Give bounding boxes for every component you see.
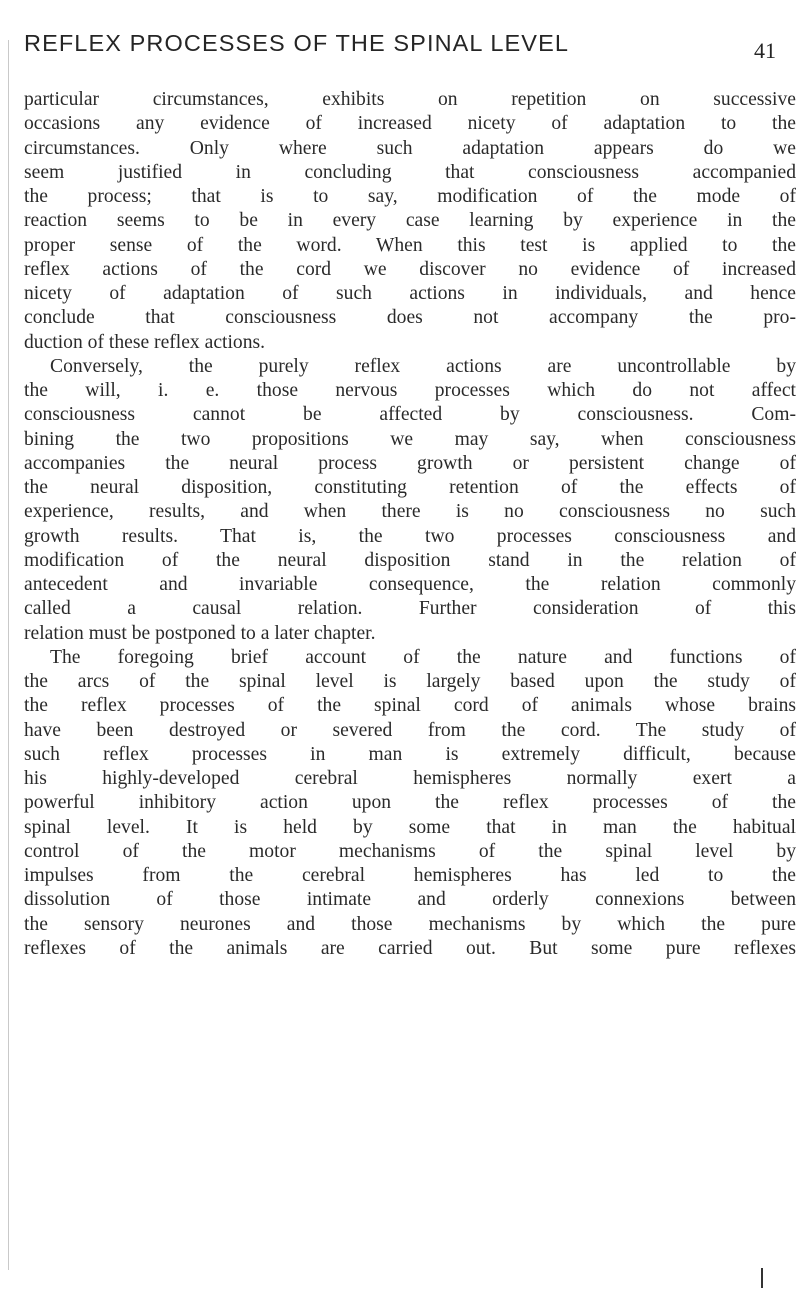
text-line: dissolution of those intimate and orderly connexions between <box>24 889 796 911</box>
text-line: modification of the neural disposition stand in the relation of <box>24 549 796 571</box>
text-line: nicety of adaptation of such actions in individuals, and hence <box>24 283 796 304</box>
paragraph-first-line: Conversely, the purely reflex actions are uncontrollable by <box>50 355 796 377</box>
text-line: bining the two propositions we may say, when consciousness <box>24 428 796 450</box>
text-line: such reflex processes in man is extremely difficult, because <box>24 743 796 765</box>
text-line: the neural disposition, constituting retention of the effects of <box>24 477 796 498</box>
text-line: proper sense of the word. When this test is applied to the <box>24 234 796 256</box>
text-line: growth results. That is, the two processes consciousness and <box>24 525 796 547</box>
text-line: the process; that is to say, modification of the mode of <box>24 186 796 207</box>
text-line: particular circumstances, exhibits on repetition on successive <box>24 89 796 110</box>
page-gutter-line <box>8 40 9 1270</box>
text-line: antecedent and invariable consequence, the relation commonly <box>24 574 796 595</box>
text-line: the reflex processes of the spinal cord of animals whose brains <box>24 695 796 717</box>
text-line: spinal level. It is held by some that in man the habitual <box>24 816 796 838</box>
page-header <box>24 30 794 70</box>
printer-mark <box>761 1268 763 1288</box>
text-line: the sensory neurones and those mechanisms by which the pure <box>24 913 796 935</box>
text-line: reflex actions of the cord we discover no evidence of increased <box>24 258 796 280</box>
text-line: the arcs of the spinal level is largely based upon the study of <box>24 671 796 692</box>
paragraph-first-line: The foregoing brief account of the nature and functions of <box>50 646 796 668</box>
text-line: reflexes of the animals are carried out. But some pure reflexes <box>24 937 796 959</box>
text-line: occasions any evidence of increased nicety of adaptation to the <box>24 113 796 135</box>
text-line: the will, i. e. those nervous processes which do not affect <box>24 380 796 401</box>
text-line: his highly-developed cerebral hemispheres normally exert a <box>24 768 796 789</box>
text-line: circumstances. Only where such adaptation appears do we <box>24 137 796 159</box>
text-line: control of the motor mechanisms of the spinal level by <box>24 840 796 862</box>
page-number: 41 <box>754 38 776 63</box>
text-line-part: reaction seems to be in every case learning by experience in the <box>24 210 796 232</box>
body-text <box>24 88 796 961</box>
text-line: powerful inhibitory action upon the reflex processes of the <box>24 792 796 814</box>
text-line: experience, results, and when there is no consciousness no such <box>24 501 796 523</box>
text-line: duction of these reflex actions. <box>24 331 266 353</box>
text-line <box>24 209 796 233</box>
text-line: consciousness cannot be affected by consciousness. Com- <box>24 404 796 426</box>
text-line: conclude that consciousness does not accompany the pro- <box>24 307 796 329</box>
text-line: impulses from the cerebral hemispheres has led to the <box>24 865 796 886</box>
running-head: REFLEX PROCESSES OF THE SPINAL LEVEL <box>24 30 570 56</box>
text-line: relation must be postponed to a later chapter. <box>24 622 376 644</box>
text-line: accompanies the neural process growth or persistent change of <box>24 452 796 474</box>
text-line: called a causal relation. Further consideration of this <box>24 598 796 620</box>
text-line: seem justified in concluding that consciousness accompanied <box>24 161 796 183</box>
text-line: have been destroyed or severed from the cord. The study of <box>24 719 796 741</box>
